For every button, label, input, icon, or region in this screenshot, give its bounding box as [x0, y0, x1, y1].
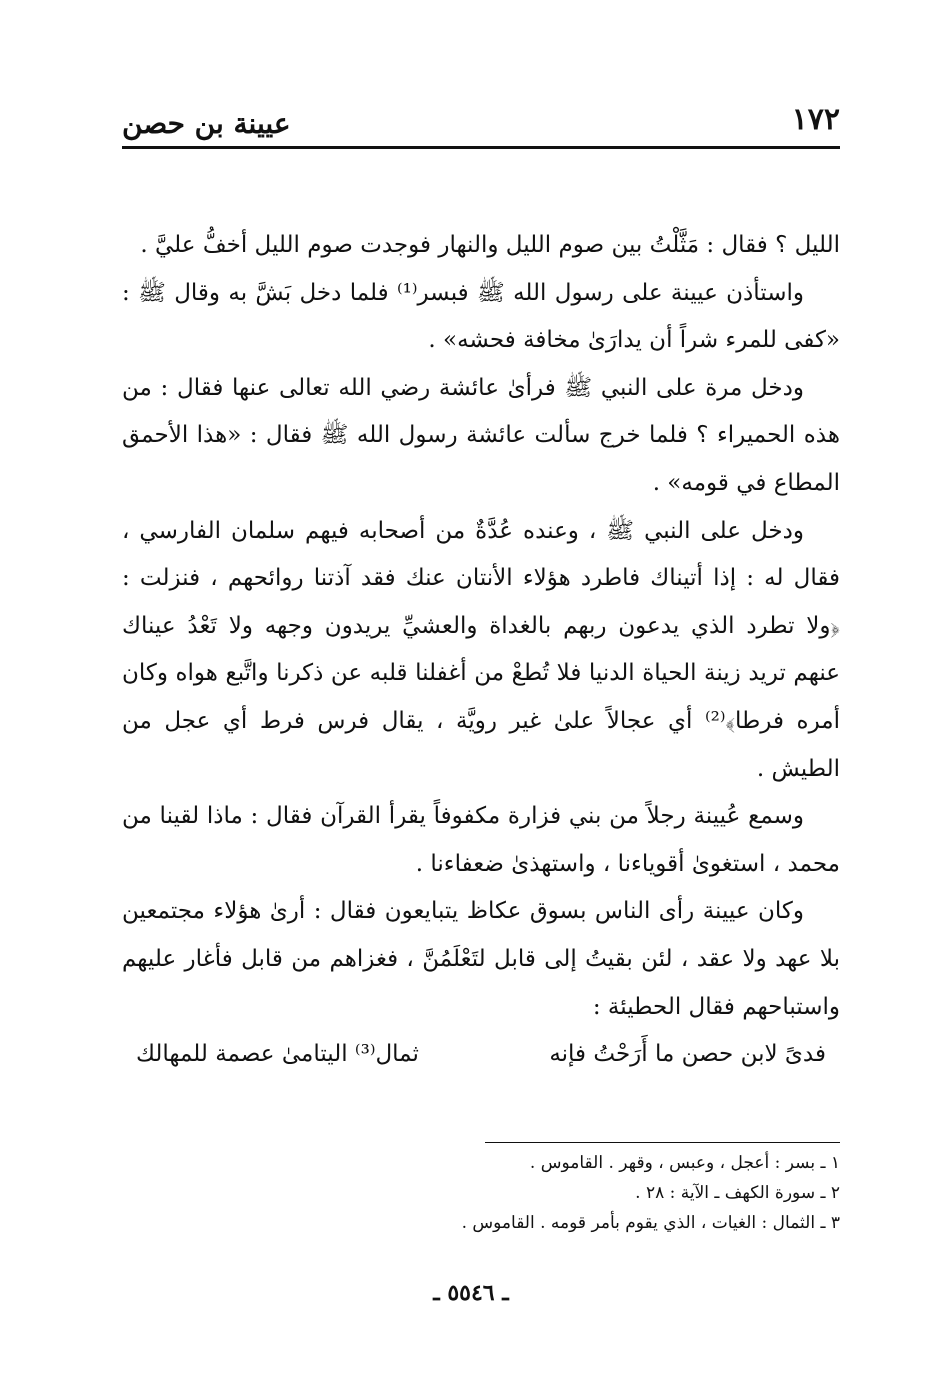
paragraph: الليل ؟ فقال : مَثَّلْتُ بين صوم الليل والنهار فوجدت صوم الليل أخفُّ عليَّ . — [140, 232, 840, 258]
body-text — [122, 222, 840, 1079]
footnote-item: ٢ ـ سورة الكهف ـ الآية : ٢٨ . — [635, 1183, 840, 1203]
paragraph: ودخل مرة على النبي ﷺ فرأىٰ عائشة رضي الله تعالى عنها فقال : من هذه الحميراء ؟ فلما خرج سألت عائشة رسول الله ﷺ فقال : «هذا الأحمق المطاع في قومه» . — [122, 374, 840, 496]
page-number: ١٧٢ — [791, 102, 840, 137]
folio-number: ـ ٥٥٤٦ ـ — [433, 1280, 509, 1306]
paragraph: وسمع عُيينة رجلاً من بني فزارة مكفوفاً يقرأ القرآن فقال : ماذا لقينا من محمد ، استغوىٰ أقوياءنا ، واستهذىٰ ضعفاءنا . — [122, 803, 840, 877]
footnote-separator — [485, 1142, 840, 1143]
page-header — [122, 100, 840, 144]
footnote-item: ٣ ـ الثمال : الغيات ، الذي يقوم بأمر قومه . القاموس . — [461, 1213, 840, 1233]
footnote-item: ١ ـ بسر : أعجل ، وعبس ، وقهر . القاموس . — [529, 1153, 840, 1173]
verse-second-hemistich: ثمال⁽³⁾ اليتامىٰ عصمة للمهالك — [136, 1041, 419, 1068]
verse-first-hemistich: فدىً لابن حصن ما أَرَحْتُ فإنه — [549, 1041, 826, 1068]
paragraph: ودخل على النبي ﷺ ، وعنده عُدَّةٌ من أصحابه فيهم سلمان الفارسي ، فقال له : إذا أتيناك فاطرد هؤلاء الأنتان عنك فقد آذتنا روائحهم ، فنزلت : ﴿ولا تطرد الذي يدعون ربهم بالغداة والعشيِّ يريدون وجهه ولا تَعْدُ عيناك عنهم تريد زينة الحياة الدنيا فلا تُطعْ من أغفلنا قلبه عن ذكرنا واتَّبع هواه وكان أمره فرطا﴾⁽²⁾ أي عجالاً علىٰ غير رويَّة ، يقال فرس فرط أي عجل من الطيش . — [122, 517, 841, 782]
poetry-verse — [136, 1031, 826, 1079]
header-rule — [122, 146, 840, 149]
paragraph: واستأذن عيينة على رسول الله ﷺ فبسر⁽¹⁾ فلما دخل بَشَّ به وقال ﷺ : «كفى للمرء شراً أن يدارَىٰ مخافة فحشه» . — [122, 279, 840, 354]
footnotes — [300, 1148, 840, 1238]
running-title: عيينة بن حصن — [122, 107, 291, 140]
paragraph: وكان عيينة رأى الناس بسوق عكاظ يتبايعون فقال : أرىٰ هؤلاء مجتمعين بلا عهد ولا عقد ، لئن بقيتُ إلى قابل لتَعْلَمُنَّ ، فغزاهم من قابل فأغار عليهم واستباحهم فقال الحطيئة : — [122, 898, 840, 1020]
